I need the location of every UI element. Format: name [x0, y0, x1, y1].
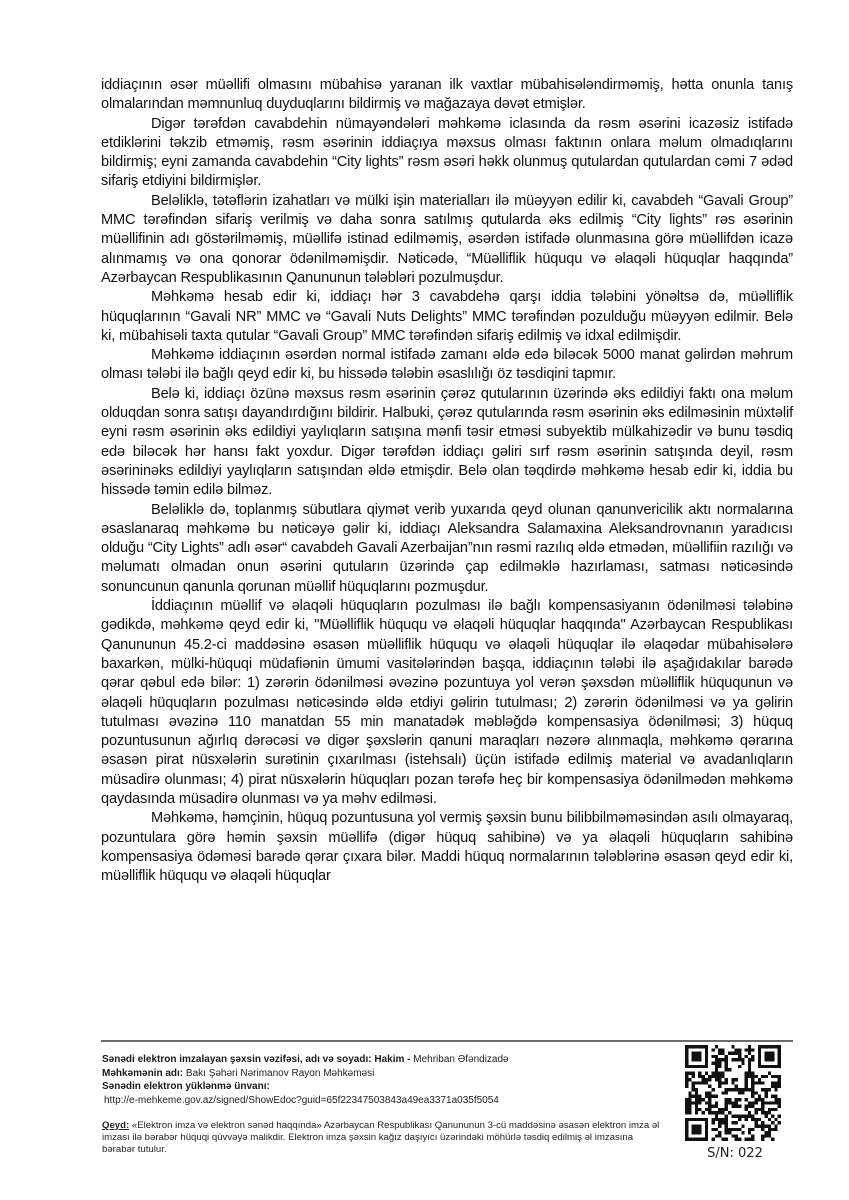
paragraph: Məhkəmə hesab edir ki, iddiaçı hər 3 cavabdehə qarşı iddia tələbini yönəltsə də, müəlliflik hüquqlarının “Gavali NR” MMC və “Gavali Nuts Delights” MMC tərəfindən pozulduğu müəyyən edilmir. Belə ki, mübahisəli taxta qutular “Gavali Group” MMC tərəfindən sifariş edilmiş və idxal edilmişdir. — [101, 289, 793, 344]
note-text: «Elektron imza və elektron sənəd haqqında» Azərbaycan Respublikası Qanununun 3-cü maddəsinə əsasən elektron imza əl imzası ilə bərabər hüquqi qüvvəyə malikdir. Elektron imza şəxsin kağız daşıyıcı üzərindəki möhürlə təsdiq edilmiş əl imzasına bərabər tutulur. — [102, 1120, 660, 1155]
paragraph: Beləliklə də, toplanmış sübutlara qiymət verib yuxarıda qeyd olunan qanunvericilik aktı normalarına əsaslanaraq məhkəmə bu nəticəyə gəlir ki, iddiaçı Aleksandra Salamaxina Aleksandrovnanın yaradıcısı olduğu “City Lights” adlı əsər“ cavabdeh Gavali Azerbaijan”nın rəsmi razılıq əldə etmədən, müəllifiin razılığı və məlumatı olmadan onun əsərini qutuların üzərində çap edilməklə hazırlaması, satması nəticəsində sonuncunun qanunla qorunan müəllif hüquqlarını pozmuşdur. — [101, 501, 794, 595]
signer-row — [102, 1053, 672, 1067]
note-label: Qeyd: — [102, 1120, 130, 1131]
paragraph: Digər tərəfdən cavabdehin nümayəndələri məhkəmə iclasında da rəsm əsərini icazəsiz istifadə etdiklərini təkzib etməmiş, rəsm əsərinin iddiaçıya məxsus olması faktının onlara məlum olmadıqlarını bildirmiş; eyni zamanda cavabdehin “City lights” rəsm əsəri həkk olunmuş qutulardan qutulardan cəmi 7 ədəd sifariş etdiyini bildirmişlər. — [101, 115, 793, 190]
signature-info — [102, 1053, 672, 1107]
serial-number: S/N: 022 — [707, 1146, 763, 1161]
court-row — [102, 1067, 672, 1081]
url-label: Sənədin elektron yüklənmə ünvanı: — [102, 1081, 270, 1092]
url-row — [102, 1080, 672, 1094]
paragraph: İddiaçının müəllif və əlaqəli hüquqların pozulması ilə bağlı kompensasiyanın ödənilməsi tələbinə gədikdə, məhkəmə qeyd edir ki, "Müəlliflik hüququ və əlaqəli hüquqlar haqqında" Azərbaycan Respublikası Qanununun 45.2-ci maddəsinə əsasən müəlliflik hüququ və əlaqəli hüquqlar ilə əlaqədar mübahisələrə baxarkən, mülki-hüquqi müdafiənin ümumi vasitələrindən başqa, iddiaçının tələbi ilə aşağıdakılar barədə qərar qəbul edə bilər: 1) zərərin ödənilməsi əvəzinə pozuntuya yol verən şəxsdən müəlliflik hüququnun və əlaqəli hüquqların pozulması nəticəsində əldə etdiyi gəlirin tutulması; 2) zərərin ödənilməsi və ya gəlirin tutulması əvəzinə 110 manatdan 55 min manatadək məbləğdə kompensasiya ödənilməsi; 3) hüquq pozuntusunun ağırlıq dərəcəsi və digər şəxslərin qanuni maraqları nəzərə alınmaqla, məhkəmə qərarına əsasən pirat nüsxələrin surətinin çıxarılması (istehsalı) üçün istifadə edilmiş material və avadanlıqların müsadirə olunması; 4) pirat nüsxələrin hüquqları pozan tərəfə heç bir kompensasiya ödənilmədən məhkəmə qaydasında müsadirə olunması və ya məhv edilməsi. — [101, 598, 793, 807]
legal-note — [102, 1120, 667, 1156]
paragraph: iddiaçının əsər müəllifi olmasını mübahisə yaranan ilk vaxtlar mübahisələndirməmiş, hətta onunla tanış olmalarından məmnunluq duyduqlarını bildirmiş və mağazaya dəvət etmişlər. — [101, 77, 793, 113]
paragraph: Beləliklə, tətəflərin izahatları və mülki işin materialları ilə müəyyən edilir ki, cavabdeh “Gavali Group” MMC tərəfindən sifariş verilmiş və daha sonra satılmış qutularda əks edilmiş “City lights” rəs əsərinin müəllifinin adı göstərilməmiş, müəllifə istinad edilməmiş, əsərdən istifadə olunmasına görə müəllifdən icazə alınmamış və ona qonorar ödənilməmişdir. Nəticədə, “Müəlliflik hüququ və əlaqəli hüquqlar haqqında” Azərbaycan Respublikasının Qanununun tələbləri pozulmuşdur. — [101, 192, 793, 286]
paragraph: Məhkəmə iddiaçının əsərdən normal istifadə zamanı əldə edə biləcək 5000 manat gəlirdən məhrum olması tələbi ilə bağlı qeyd edir ki, bu hissədə tələbin əsaslılığı öz təsdiqini tapmır. — [101, 347, 793, 383]
paragraph: Məhkəmə, həmçinin, hüquq pozuntusuna yol vermiş şəxsin bunu bilibbilməməsindən asılı olmayaraq, pozuntulara görə həmin şəxsin müəllifə (digər hüquq sahibinə) və ya əlaqəli hüquqların sahibinə kompensasiya ödəməsi barədə qərar çıxara bilər. Maddi hüquq normalarının tələblərinə əsasən qeyd edir ki, müəlliflik hüququ və əlaqəli hüquqlar — [101, 810, 793, 885]
document-body — [101, 76, 793, 886]
paragraph: Belə ki, iddiaçı özünə məxsus rəsm əsərinin çərəz qutularının üzərində əks edildiyi faktı ona məlum olduqdan sonra satışı dayandırdığını bildirir. Halbuki, çərəz qutularında rəsm əsərinin əks edilməsinin müxtəlif eyni rəsm əsərinin əks edildiyi yaylıqların satışına mənfi təsir etməsi subyektib mülkahizədir və bunu təsdiq edə biləcək hər hansı fakt yoxdur. Digər tərəfdən iddiaçı gəliri sırf rəsm əsərinin satışında deyil, rəsm əsərininəks edildiyi yaylıqların satışından əldə etmişdir. Belə olan təqdirdə məhkəmə hesab edir ki, iddia bu hissədə təmin edilə bilməz. — [101, 385, 793, 499]
court-label: Məhkəmənin adı: — [102, 1067, 186, 1079]
signer-name: Mehriban Əfəndizadə — [413, 1054, 509, 1065]
court-name: Bakı Şəhəri Nərimanov Rayon Məhkəməsi — [185, 1067, 375, 1079]
qr-code-icon[interactable] — [685, 1045, 781, 1141]
document-url[interactable]: http://e-mehkeme.gov.az/signed/ShowEdoc?guid=65f22347503843a49ea3371a035f5054 — [104, 1094, 499, 1106]
footer-divider — [101, 1040, 793, 1042]
signer-label: Sənədi elektron imzalayan şəxsin vəzifəsi, adı və soyadı: Hakim - — [102, 1054, 414, 1065]
